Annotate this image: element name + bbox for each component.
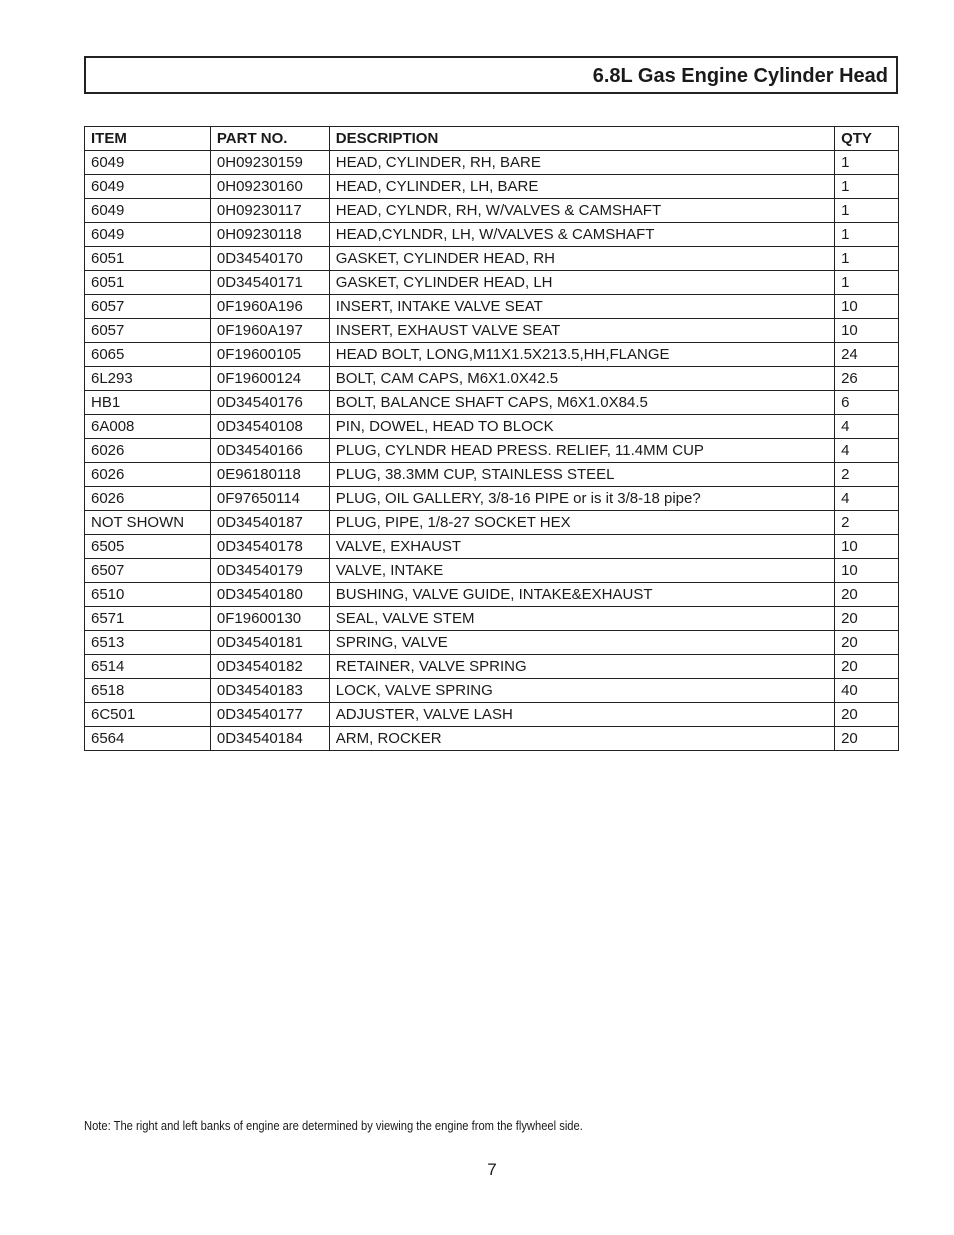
table-row <box>85 295 899 319</box>
header-qty: QTY <box>835 127 899 151</box>
part-no-cell: 0F1960A196 <box>210 295 329 319</box>
item-cell: 6049 <box>85 199 211 223</box>
description-cell: LOCK, VALVE SPRING <box>329 679 834 703</box>
parts-table <box>84 126 899 751</box>
qty-cell: 40 <box>835 679 899 703</box>
qty-cell: 1 <box>835 175 899 199</box>
table-header-row <box>85 127 899 151</box>
qty-cell: 20 <box>835 607 899 631</box>
table-row <box>85 391 899 415</box>
table-row <box>85 439 899 463</box>
part-no-cell: 0E96180118 <box>210 463 329 487</box>
item-cell: 6026 <box>85 487 211 511</box>
header-item: ITEM <box>85 127 211 151</box>
qty-cell: 6 <box>835 391 899 415</box>
description-cell: INSERT, INTAKE VALVE SEAT <box>329 295 834 319</box>
part-no-cell: 0D34540184 <box>210 727 329 751</box>
item-cell: 6049 <box>85 175 211 199</box>
part-no-cell: 0D34540170 <box>210 247 329 271</box>
table-row <box>85 271 899 295</box>
table-row <box>85 559 899 583</box>
qty-cell: 1 <box>835 199 899 223</box>
table-row <box>85 415 899 439</box>
part-no-cell: 0D34540171 <box>210 271 329 295</box>
description-cell: SEAL, VALVE STEM <box>329 607 834 631</box>
table-row <box>85 463 899 487</box>
qty-cell: 10 <box>835 535 899 559</box>
part-no-cell: 0D34540179 <box>210 559 329 583</box>
description-cell: BOLT, CAM CAPS, M6X1.0X42.5 <box>329 367 834 391</box>
table-row <box>85 175 899 199</box>
item-cell: 6051 <box>85 271 211 295</box>
table-row <box>85 703 899 727</box>
table-row <box>85 607 899 631</box>
part-no-cell: 0F19600130 <box>210 607 329 631</box>
part-no-cell: 0D34540166 <box>210 439 329 463</box>
item-cell: 6510 <box>85 583 211 607</box>
table-row <box>85 727 899 751</box>
header-description: DESCRIPTION <box>329 127 834 151</box>
part-no-cell: 0F97650114 <box>210 487 329 511</box>
description-cell: PLUG, 38.3MM CUP, STAINLESS STEEL <box>329 463 834 487</box>
qty-cell: 20 <box>835 631 899 655</box>
qty-cell: 4 <box>835 415 899 439</box>
table-row <box>85 199 899 223</box>
description-cell: HEAD, CYLNDR, RH, W/VALVES & CAMSHAFT <box>329 199 834 223</box>
item-cell: 6505 <box>85 535 211 559</box>
table-row <box>85 535 899 559</box>
part-no-cell: 0D34540108 <box>210 415 329 439</box>
qty-cell: 1 <box>835 151 899 175</box>
item-cell: 6057 <box>85 295 211 319</box>
table-row <box>85 679 899 703</box>
page-number: 7 <box>487 1160 497 1179</box>
qty-cell: 20 <box>835 655 899 679</box>
part-no-cell: 0H09230117 <box>210 199 329 223</box>
parts-table-body <box>85 151 899 751</box>
item-cell: 6049 <box>85 223 211 247</box>
page-title: 6.8L Gas Engine Cylinder Head <box>592 65 888 87</box>
item-cell: 6026 <box>85 463 211 487</box>
item-cell: 6571 <box>85 607 211 631</box>
item-cell: 6518 <box>85 679 211 703</box>
item-cell: NOT SHOWN <box>85 511 211 535</box>
qty-cell: 10 <box>835 559 899 583</box>
part-no-cell: 0D34540178 <box>210 535 329 559</box>
description-cell: RETAINER, VALVE SPRING <box>329 655 834 679</box>
description-cell: HEAD,CYLNDR, LH, W/VALVES & CAMSHAFT <box>329 223 834 247</box>
item-cell: 6051 <box>85 247 211 271</box>
qty-cell: 24 <box>835 343 899 367</box>
table-row <box>85 247 899 271</box>
description-cell: SPRING, VALVE <box>329 631 834 655</box>
part-no-cell: 0H09230118 <box>210 223 329 247</box>
description-cell: PLUG, CYLNDR HEAD PRESS. RELIEF, 11.4MM CUP <box>329 439 834 463</box>
table-row <box>85 223 899 247</box>
part-no-cell: 0F1960A197 <box>210 319 329 343</box>
item-cell: 6026 <box>85 439 211 463</box>
qty-cell: 4 <box>835 439 899 463</box>
item-cell: 6049 <box>85 151 211 175</box>
table-row <box>85 343 899 367</box>
qty-cell: 10 <box>835 295 899 319</box>
table-row <box>85 631 899 655</box>
item-cell: 6564 <box>85 727 211 751</box>
description-cell: ADJUSTER, VALVE LASH <box>329 703 834 727</box>
description-cell: GASKET, CYLINDER HEAD, LH <box>329 271 834 295</box>
title-box <box>84 56 898 94</box>
description-cell: HEAD, CYLINDER, LH, BARE <box>329 175 834 199</box>
table-row <box>85 487 899 511</box>
qty-cell: 4 <box>835 487 899 511</box>
table-row <box>85 583 899 607</box>
table-row <box>85 511 899 535</box>
description-cell: HEAD BOLT, LONG,M11X1.5X213.5,HH,FLANGE <box>329 343 834 367</box>
item-cell: HB1 <box>85 391 211 415</box>
qty-cell: 1 <box>835 223 899 247</box>
part-no-cell: 0H09230159 <box>210 151 329 175</box>
table-row <box>85 151 899 175</box>
qty-cell: 20 <box>835 727 899 751</box>
item-cell: 6A008 <box>85 415 211 439</box>
qty-cell: 1 <box>835 247 899 271</box>
description-cell: INSERT, EXHAUST VALVE SEAT <box>329 319 834 343</box>
part-no-cell: 0D34540181 <box>210 631 329 655</box>
part-no-cell: 0D34540187 <box>210 511 329 535</box>
part-no-cell: 0D34540180 <box>210 583 329 607</box>
description-cell: BUSHING, VALVE GUIDE, INTAKE&EXHAUST <box>329 583 834 607</box>
footnote: Note: The right and left banks of engine are determined by viewing the engine from the flywheel side. <box>84 1118 583 1133</box>
item-cell: 6C501 <box>85 703 211 727</box>
header-part-no: PART NO. <box>210 127 329 151</box>
part-no-cell: 0D34540176 <box>210 391 329 415</box>
table-row <box>85 655 899 679</box>
description-cell: PIN, DOWEL, HEAD TO BLOCK <box>329 415 834 439</box>
item-cell: 6057 <box>85 319 211 343</box>
qty-cell: 20 <box>835 583 899 607</box>
description-cell: HEAD, CYLINDER, RH, BARE <box>329 151 834 175</box>
table-row <box>85 367 899 391</box>
qty-cell: 2 <box>835 511 899 535</box>
part-no-cell: 0H09230160 <box>210 175 329 199</box>
item-cell: 6507 <box>85 559 211 583</box>
item-cell: 6065 <box>85 343 211 367</box>
item-cell: 6514 <box>85 655 211 679</box>
description-cell: PLUG, OIL GALLERY, 3/8-16 PIPE or is it 3/8-18 pipe? <box>329 487 834 511</box>
description-cell: VALVE, INTAKE <box>329 559 834 583</box>
table-row <box>85 319 899 343</box>
part-no-cell: 0D34540177 <box>210 703 329 727</box>
qty-cell: 10 <box>835 319 899 343</box>
qty-cell: 2 <box>835 463 899 487</box>
qty-cell: 26 <box>835 367 899 391</box>
description-cell: BOLT, BALANCE SHAFT CAPS, M6X1.0X84.5 <box>329 391 834 415</box>
part-no-cell: 0F19600124 <box>210 367 329 391</box>
description-cell: VALVE, EXHAUST <box>329 535 834 559</box>
description-cell: ARM, ROCKER <box>329 727 834 751</box>
description-cell: PLUG, PIPE, 1/8-27 SOCKET HEX <box>329 511 834 535</box>
part-no-cell: 0F19600105 <box>210 343 329 367</box>
qty-cell: 1 <box>835 271 899 295</box>
part-no-cell: 0D34540183 <box>210 679 329 703</box>
item-cell: 6513 <box>85 631 211 655</box>
description-cell: GASKET, CYLINDER HEAD, RH <box>329 247 834 271</box>
qty-cell: 20 <box>835 703 899 727</box>
part-no-cell: 0D34540182 <box>210 655 329 679</box>
item-cell: 6L293 <box>85 367 211 391</box>
